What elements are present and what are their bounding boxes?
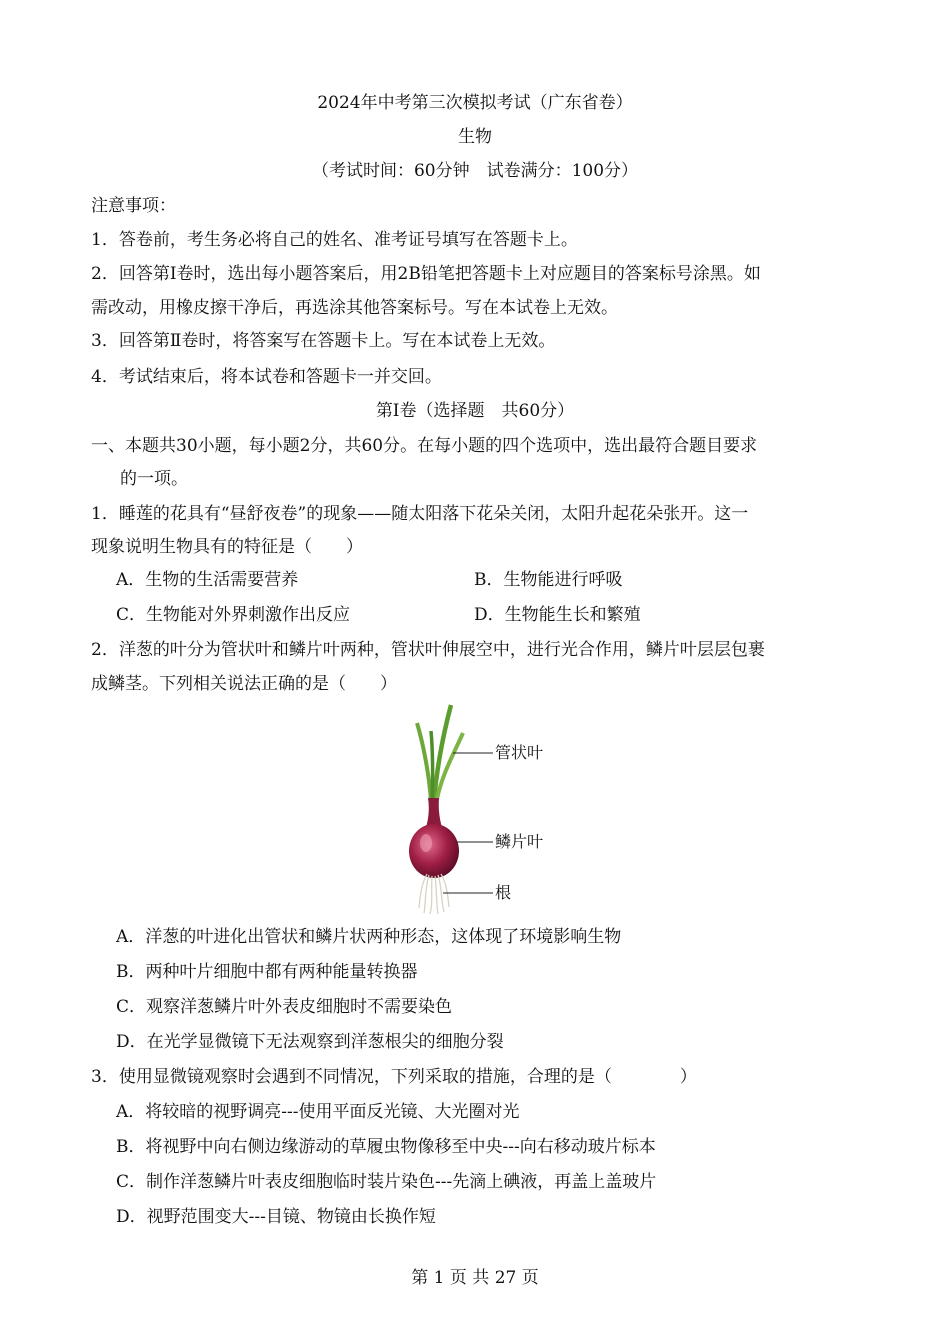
label-root: 根 <box>495 883 512 902</box>
option-a: A．生物的生活需要营养 <box>116 570 299 590</box>
exam-info: （考试时间：60分钟 试卷满分：100分） <box>311 161 639 181</box>
option-b: B．生物能进行呼吸 <box>474 570 623 590</box>
option-d: D．在光学显微镜下无法观察到洋葱根尖的细胞分裂 <box>116 1032 504 1052</box>
option-c: C．制作洋葱鳞片叶表皮细胞临时装片染色---先滴上碘液，再盖上盖玻片 <box>116 1172 657 1192</box>
onion-figure <box>395 703 565 918</box>
option-a: A．将较暗的视野调亮---使用平面反光镜、大光圈对光 <box>116 1102 520 1122</box>
section-instruction-cont: 的一项。 <box>120 469 188 489</box>
question-stem-cont: 成鳞茎。下列相关说法正确的是（ ） <box>91 674 397 694</box>
section-instruction: 一、本题共30小题，每小题2分，共60分。在每小题的四个选项中，选出最符合题目要求 <box>91 436 758 456</box>
note-item-4: 4．考试结束后，将本试卷和答题卡一并交回。 <box>91 367 442 387</box>
option-b: B．将视野中向右侧边缘游动的草履虫物像移至中央---向右移动玻片标本 <box>116 1137 656 1157</box>
question-stem: 3．使用显微镜观察时会遇到不同情况，下列采取的措施，合理的是（ ） <box>91 1067 697 1087</box>
notes-heading: 注意事项： <box>91 196 176 216</box>
option-c: C．观察洋葱鳞片叶外表皮细胞时不需要染色 <box>116 997 453 1017</box>
option-d: D．视野范围变大---目镜、物镜由长换作短 <box>116 1207 436 1227</box>
option-b: B．两种叶片细胞中都有两种能量转换器 <box>116 962 418 982</box>
page-footer: 第 1 页 共 27 页 <box>411 1268 539 1288</box>
question-stem: 1．睡莲的花具有“昼舒夜卷”的现象——随太阳落下花朵关闭，太阳升起花朵张开。这一 <box>91 504 749 524</box>
label-tubular-leaf: 管状叶 <box>495 743 544 762</box>
label-scale-leaf: 鳞片叶 <box>495 832 544 851</box>
note-item-2: 2．回答第Ⅰ卷时，选出每小题答案后，用2B铅笔把答题卡上对应题目的答案标号涂黑。如 <box>91 264 761 284</box>
section-title: 第Ⅰ卷（选择题 共60分） <box>375 401 575 421</box>
note-item-1: 1．答卷前，考生务必将自己的姓名、准考证号填写在答题卡上。 <box>91 230 578 250</box>
note-item-2-cont: 需改动，用橡皮擦干净后，再选涂其他答案标号。写在本试卷上无效。 <box>91 298 618 318</box>
option-d: D．生物能生长和繁殖 <box>474 605 641 625</box>
exam-title: 2024年中考第三次模拟考试（广东省卷） <box>317 93 633 113</box>
option-a: A．洋葱的叶进化出管状和鳞片状两种形态，这体现了环境影响生物 <box>116 927 622 947</box>
note-item-3: 3．回答第Ⅱ卷时，将答案写在答题卡上。写在本试卷上无效。 <box>91 331 556 351</box>
question-stem: 2．洋葱的叶分为管状叶和鳞片叶两种，管状叶伸展空中，进行光合作用，鳞片叶层层包裹 <box>91 640 765 660</box>
question-stem-cont: 现象说明生物具有的特征是（ ） <box>91 537 363 557</box>
subject-title: 生物 <box>458 127 492 147</box>
option-c: C．生物能对外界刺激作出反应 <box>116 605 351 625</box>
onion-illustration <box>395 703 565 918</box>
